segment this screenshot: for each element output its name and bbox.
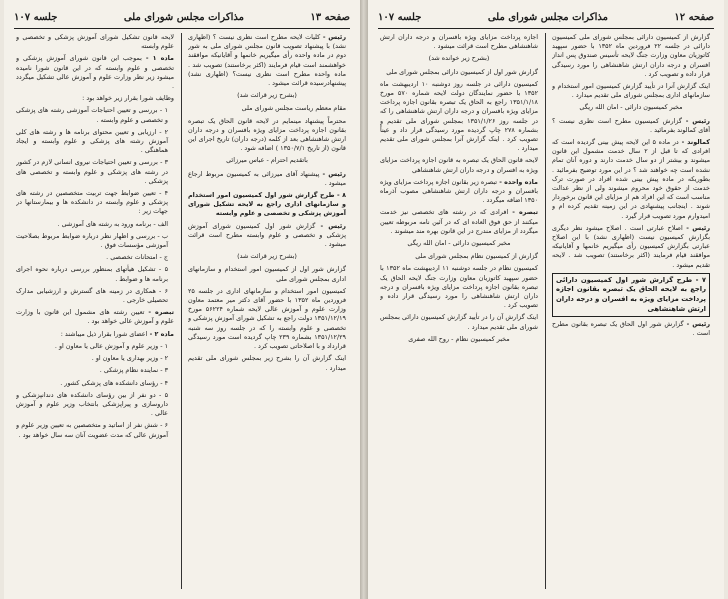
paragraph-text: گزارش شور اول کمیسیون شورای آموزش پزشکی و تخصصی و علوم وابسته مطرح است قرائت میشود . — [188, 221, 346, 249]
paragraph — [188, 117, 346, 154]
paragraph — [16, 158, 174, 186]
paragraph — [16, 354, 174, 363]
paragraph — [16, 366, 174, 375]
paragraph-text: اعضای شورا بقرار ذیل میباشند : — [60, 329, 148, 338]
paragraph-text: لایحه قانون الحاق یک تبصره به قانون اجازه پرداخت مزایای ویژه به افسران و درجه داران ارتش شاهنشاهی — [380, 156, 538, 174]
speaker-label: رئیس - — [681, 116, 710, 125]
paragraph — [552, 320, 710, 338]
speaker-label: تبصره - — [144, 308, 174, 317]
header-rule — [14, 28, 350, 29]
paragraph — [16, 287, 174, 305]
paragraph-text: اینک گزارش آنرا در تأیید گزارش کمیسیون امور استخدام و سازمانهای اداری بمجلس شورای ملی تقدیم میدارد . — [552, 82, 710, 100]
paragraph — [16, 106, 174, 124]
paragraph — [552, 138, 710, 221]
paragraph — [16, 189, 174, 217]
paragraph-text: اجازه پرداخت مزایای ویژه بافسران و درجه داران ارتش شاهنشاهی مطرح است قرائت میشود . — [380, 33, 538, 51]
paragraph-text: کمیسیون نظام در جلسه دوشنبه ۱۱ اردیبهشت ماه ۱۳۵۲ با حضور سپهبد کاتوزیان معاون وزارت جنگ لایحه الحاق یک تبصره بقانون اجازه پرداخت مزایای ویژه بافسران و درجه داران ارتش شاهنشاهی را مورد رسیدگی قرار داده و تصویب کرد . — [380, 264, 538, 310]
text-column-left — [380, 33, 538, 593]
paragraph — [16, 421, 174, 439]
paragraph-text: ۳ - بررسی و تعیین احتیاجات نیروی انسانی لازم در کشور در رشته های پزشکی و علوم وابسته و تخصصی های پزشکی . — [16, 158, 168, 185]
paragraph — [380, 54, 538, 63]
section-heading-box — [552, 273, 710, 317]
right-page — [368, 0, 724, 599]
page-header — [14, 8, 350, 26]
column-divider — [181, 33, 182, 589]
paragraph-text: (بشرح زیر قرائت شد) — [237, 91, 297, 100]
paragraph-text: افرادی که در رشته های تخصصی نیز خدمت میکنند از حق فوق العاده ای که در آئین نامه مربوطه تعیین میگردد از مزایای مندرج در این قانون بهره مند میشوند . — [380, 208, 538, 235]
page-number: صفحه ۱۳ — [310, 11, 350, 23]
paragraph — [188, 104, 346, 113]
speaker-label: ماده ۲ - — [147, 329, 174, 338]
page-number: صفحه ۱۲ — [674, 11, 714, 23]
paragraph-text: ۱ - بررسی و تعیین احتیاجات آموزشی رشته های پزشکی و تخصصی و علوم وابسته . — [16, 106, 168, 124]
header-rule — [378, 28, 714, 29]
paragraph-text: اصلاح عبارتی است . اصلاح میشود نظر دیگری بگزارش کمیسیون نیست (اظهاری نشد) با این اصلاح عبارتی بگزارش کمیسیون رأی میگیریم خانمها و آقایانیکه موافقند قیام فرمایند (اکثر برخاستند) تصویب شد . لایحه تقدیم میشود . — [552, 223, 710, 269]
paragraph-text: ۶ - شش نفر از اساتید و متخصصین به تعیین وزیر علوم و آموزش عالی که مدت عضویت آنان سه سال خواهد بود . — [16, 421, 168, 439]
paragraph — [188, 156, 346, 165]
paragraph-text: ۸ - طرح گزارش شور اول کمیسیون امور استخدام و سازمانهای اداری راجع به لایحه تشکیل شورای آموزش پزشکی و تخصصی و علوم وابسته — [188, 191, 346, 218]
paragraph-text: (بشرح زیر قرائت شد) — [237, 252, 297, 261]
paragraph-text: اینک گزارش آن را بشرح زیر بمجلس شورای ملی تقدیم میدارد . — [188, 354, 346, 372]
paragraph — [380, 252, 538, 261]
text-column-left — [16, 33, 174, 593]
paragraph-text: گزارش از کمیسیون دارائی بمجلس شورای ملی کمیسیون دارائی در جلسه ۲۲ فروردین ماه ۱۳۵۲ با حضور سپهبد کاتوزیان معاون وزارت جنگ لایحه تأسیس صندوق پس انداز افسران و درجه داران ارتش شاهنشاهی را مورد رسیدگی قرار داده و تصویب کرد . — [552, 33, 710, 78]
paragraph — [188, 222, 346, 250]
paragraph — [552, 82, 710, 100]
speaker-label: رئیس - — [319, 169, 346, 178]
paragraph — [188, 170, 346, 188]
paragraph-text: پیشنهاد آقای میرزائی به کمیسیون مربوط ارجاع میشود . — [188, 169, 346, 187]
paragraph — [380, 239, 538, 248]
paragraph-text: محترماً پیشنهاد مینمایم در لایحه قانون الحاق یک تبصره بقانون اجازه پرداخت مزایای ویژه بافسران و درجه داران ارتش شاهنشاهی بعد از کلمه (درجه داران) تاریخ اجرای این قانون (از تاریخ ۱۳۵۰/۷/۱ ) اضافه شود . — [188, 116, 346, 153]
paragraph — [16, 94, 174, 103]
paragraph — [16, 379, 174, 388]
paragraph-text: الف - برنامه ورود به رشته های آموزشی . — [57, 219, 168, 228]
paragraph-text: بموجب این قانون شورای آموزش پزشکی و تخصصی و علوم وابسته که در این قانون شورا نامیده میشود زیر نظر وزارت علوم و آموزش عالی تشکیل میگردد . — [16, 54, 174, 91]
paragraph — [188, 33, 346, 88]
paragraph-text: مخبر کمیسیون دارائی - امان الله ریگی — [407, 239, 511, 248]
speaker-label: رئیس - — [682, 223, 710, 232]
paragraph-text: ۲ - ارزیابی و تعیین محتوای برنامه ها و رشته های کلی آموزش رشته های پزشکی و علوم وابسته و ایجاد هماهنگی . — [16, 127, 168, 155]
paragraph — [16, 33, 174, 51]
speaker-label: تبصره - — [508, 208, 538, 217]
paragraph-text: کلیات لایحه مطرح است نظری نیست ؟ (اظهاری نشد) با پیشنهاد تصویب قانون مجلس شورای ملی به شور دوم در ماده واحده رأی میگیریم خانمها و آقایانیکه موافقند خواهشمند است قیام فرمایند (اکثر برخاستند) تصویب شد . ماده واحده مطرح است نظری نیست؟ (اظهاری نشد) پیشنهادرسیده قرائت میشود . — [188, 33, 346, 88]
paragraph-text: ۱ - وزیر علوم و آموزش عالی یا معاون او . — [54, 341, 168, 350]
paragraph — [380, 313, 538, 331]
paragraph — [380, 264, 538, 310]
paragraph — [552, 33, 710, 79]
paragraph-text: ب - بررسی و اظهار نظر درباره ضوابط مربوط بصلاحیت آموزشی مؤسسات فوق . — [16, 231, 168, 250]
paragraph — [16, 253, 174, 262]
paragraph — [380, 33, 538, 51]
paragraph-text: ۴ - تعیین ضوابط جهت تربیت متخصصین در رشته های پزشکی و علوم وابسته در دانشکده ها و بیمارستانها در جهات زیر : — [16, 189, 168, 216]
paragraph — [380, 156, 538, 174]
paragraph-text: (بشرح زیر خوانده شد) — [428, 54, 490, 63]
paragraph-text: ۲ - وزیر بهداری یا معاون او . — [91, 354, 168, 363]
page-header — [378, 8, 714, 26]
paragraph-text: گزارش از کمیسیون نظام بمجلس شورای ملی — [415, 252, 538, 261]
paragraph-text: تعیین رشته های مشمول این قانون با وزارت علوم و آموزش عالی خواهد بود . — [16, 308, 174, 326]
paragraph-text: مخبر کمیسیون دارائی - امان الله ریگی — [579, 103, 683, 112]
paragraph — [188, 354, 346, 372]
paragraph-text: کمیسیون امور استخدام و سازمانهای اداری در جلسه ۲۵ فروردین ماه ۱۳۵۲ با حضور آقای دکتر میر معتمد معاون وزارت علوم و آموزش عالی لایحه شماره ۵۶۲۲۴ مورخ ۱۳۵۱/۱۲/۱۹ دولت راجع به تشکیل شورای آموزش پزشکی و تخصصی و علوم وابسته را که در جلسه روز سه شنبه ۱۳۵۱/۱۲/۲۹ بشماره ۲۳۹ چاپ گردیده است مورد رسیدگی قرارداد و با اصلاحاتی تصویب کرد . — [188, 286, 346, 351]
paragraph — [16, 308, 174, 326]
paragraph — [16, 342, 174, 351]
paragraph — [16, 220, 174, 229]
paragraph-text: باتقدیم احترام - عباس میرزائی — [226, 156, 308, 165]
session-number: جلسه ۱۰۷ — [378, 11, 422, 23]
paragraph — [380, 178, 538, 206]
paragraph-text: مخبر کمیسیون نظام - روح الله صفری — [408, 334, 510, 343]
paragraph — [380, 80, 538, 154]
header-title: مذاکرات مجلس شورای ملی — [487, 11, 608, 23]
column-divider — [545, 33, 546, 589]
paragraph-text: گزارش شور اول الحاق یک تبصره بقانون مطرح است . — [552, 320, 710, 338]
paragraph-text: گزارش کمیسیون مطرح است نظری نیست ؟ آقای کمالوند بفرمائید . — [552, 116, 710, 134]
paragraph — [552, 103, 710, 112]
paragraph-text: ۷ - طرح گزارش شور اول کمیسیون دارائی راجع به لایحه الحاق یک تبصره بقانون اجازه پرداخت مزایای ویژه به افسران و درجه داران ارتش شاهنشاهی — [556, 275, 706, 313]
paragraph-text: ۵ - تشکیل هیأتهای بمنظور بررسی درباره نحوه اجرای برنامه ها و ضوابط . — [16, 265, 168, 283]
speaker-label: رئیس - — [320, 33, 346, 41]
paragraph-text: مقام معظم ریاست مجلس شورای ملی — [241, 104, 346, 113]
left-page — [4, 0, 360, 599]
paragraph — [188, 287, 346, 351]
text-column-right — [188, 33, 346, 593]
paragraph — [16, 330, 174, 339]
paragraph — [552, 224, 710, 270]
paragraph — [16, 54, 174, 91]
paragraph-text: در ماده ۵ این لایحه پیش بینی گردیده است که افرادی که تا قبل از ۲ سال خدمت مشمول این قانون میشوند و بیشتر از دو سال خدمت دارند و دوره آنان تمام نشده است چه خواهند شد ؟ در این مورد توضیح بفرمائید . بطوریکه در ماده پیش بینی شده افراد در صورت ترک خدمت از حقوق خود محروم میشوند ولی از نظر عدالت مناسب است که این افراد هم از مزایای این قانون برخوردار شوند . اینجانب پیشنهادی در این زمینه تقدیم کرده ام و امیدوارم مورد تصویب قرار گیرد . — [552, 138, 710, 220]
paragraph-text: وظایف شورا بقرار زیر خواهد بود : — [82, 94, 174, 103]
speaker-label: ماده ۱ - — [141, 54, 174, 63]
text-column-right — [552, 33, 710, 593]
paragraph-text: اینک گزارش آن را در تأیید گزارش کمیسیون دارائی بمجلس شورای ملی تقدیم میدارد . — [380, 313, 538, 331]
speaker-label: رئیس - — [315, 221, 346, 230]
paragraph-text: ۳ - نماینده نظام پزشکی . — [99, 366, 168, 375]
paragraph — [16, 128, 174, 156]
speaker-label: رئیس - — [683, 320, 710, 329]
paragraph-text: ۵ - دو نفر از بین رؤسای دانشکده های دندانپزشکی و داروسازی و پیراپزشکی بانتخاب وزیر علوم و آموزش عالی . — [16, 390, 168, 418]
paragraph-text: لایحه قانون تشکیل شورای آموزش پزشکی و تخصصی و علوم وابسته — [16, 33, 174, 51]
paragraph — [552, 117, 710, 135]
paragraph-text: ج - امتحانات تخصصی . — [106, 253, 168, 262]
paragraph — [188, 252, 346, 261]
paragraph — [16, 232, 174, 250]
paragraph-text: گزارش شور اول از کمیسیون دارائی بمجلس شورای ملی — [386, 67, 538, 76]
speaker-label: ماده واحده - — [496, 177, 538, 186]
paragraph — [380, 68, 538, 77]
paragraph-text: ۶ - همکاری در زمینه های گسترش و ارزشیابی مدارک تحصیلی خارجی . — [16, 286, 168, 305]
paragraph-text: تبصره زیر بقانون اجازه پرداخت مزایای ویژه بافسران و درجه داران ارتش شاهنشاهی مصوب آذرماه ۱۳۵۰ اضافه میگردد . — [380, 177, 538, 205]
paragraph — [16, 265, 174, 283]
paragraph — [380, 208, 538, 236]
paragraph — [188, 265, 346, 283]
book-gutter — [360, 0, 368, 599]
paragraph — [16, 391, 174, 419]
paragraph-text: ۴ - رؤسای دانشکده های پزشکی کشور . — [60, 378, 168, 387]
header-title: مذاکرات مجلس شورای ملی — [123, 11, 244, 23]
session-number: جلسه ۱۰۷ — [14, 11, 58, 23]
speaker-label: کمالوند - — [678, 138, 710, 147]
paragraph — [188, 91, 346, 100]
paragraph — [380, 335, 538, 344]
section-heading — [188, 191, 346, 219]
paragraph-text: گزارش شور اول از کمیسیون امور استخدام و سازمانهای اداری بمجلس شورای ملی — [188, 265, 346, 283]
paragraph-text: کمیسیون دارائی در جلسه روز دوشنبه ۱۰ اردیبهشت ماه ۱۳۵۲ با حضور نمایندگان دولت لایحه شماره ۵۷۰ مورخ ۱۳۵۱/۱/۱۸ راجع به الحاق یک تبصره بقانون اجازه پرداخت مزایای ویژه بافسران و درجه داران ارتش شاهنشاهی را که در جلسه روز ۱۳۵۱/۱/۲۶ بمجلس شورای ملی تقدیم و بشماره ۲۷۸ چاپ گردیده مورد رسیدگی قرار داد و عیناً تصویب کرد . اینک گزارش آنرا بمجلس شورای ملی تقدیم میدارد . — [380, 79, 538, 153]
